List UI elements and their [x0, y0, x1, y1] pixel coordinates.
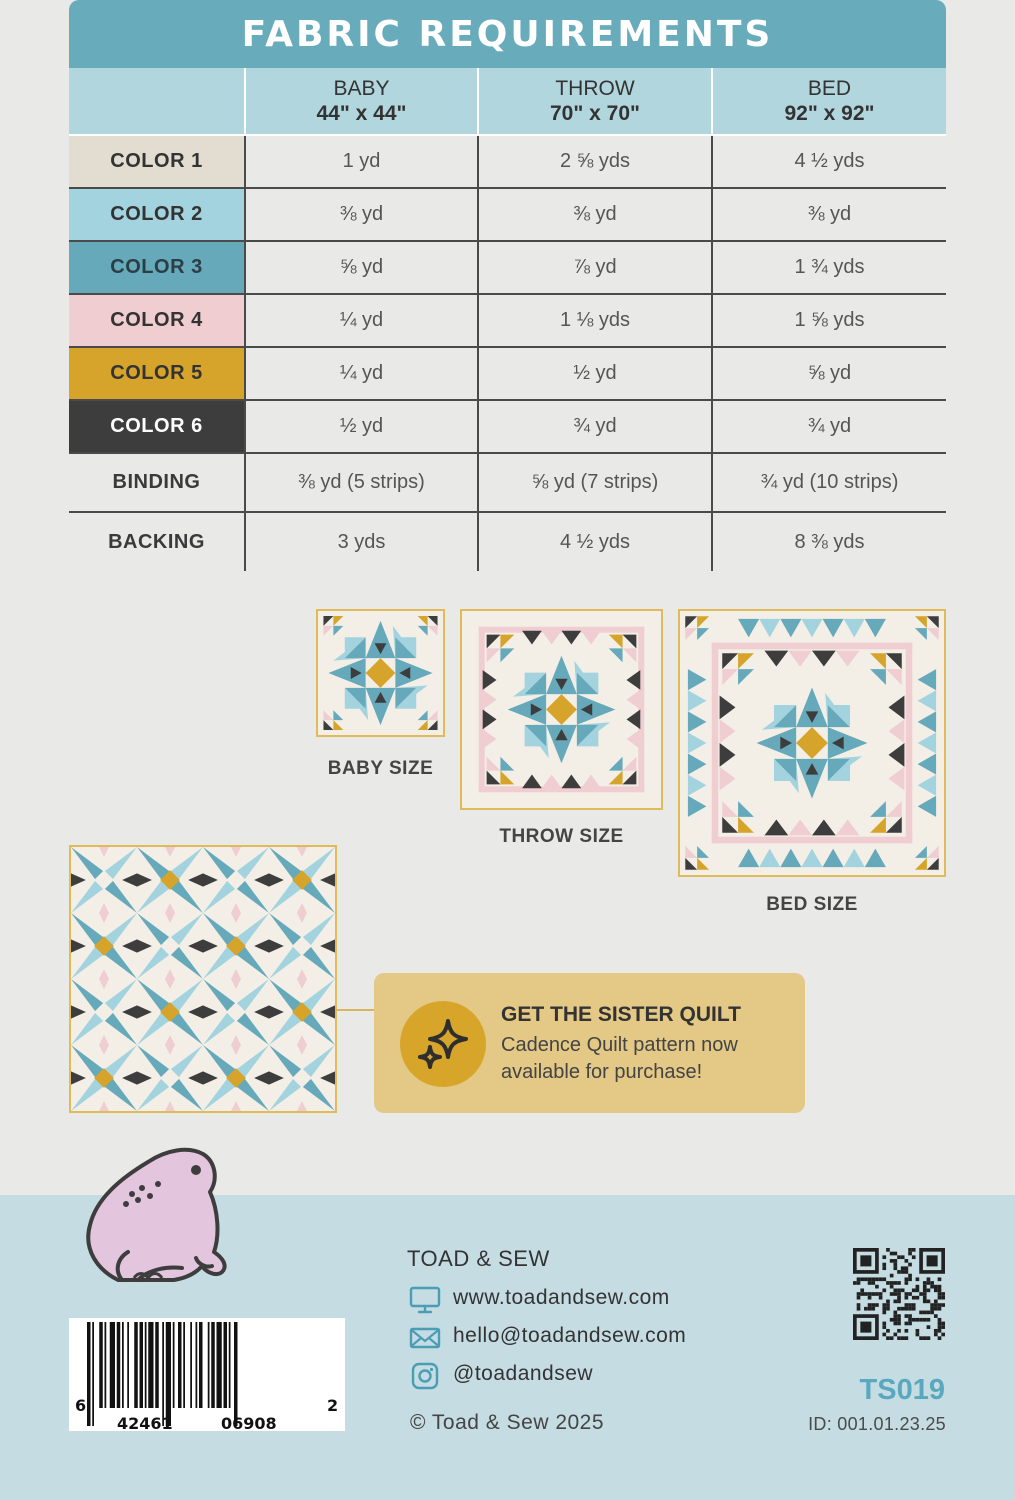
connector-line [337, 1009, 374, 1011]
email-text: hello@toadandsew.com [453, 1324, 687, 1347]
sister-quilt-callout[interactable] [374, 973, 805, 1113]
throw-quilt-image [460, 609, 663, 810]
fabric-cell: 2 ⅝ yds [478, 135, 712, 188]
header-throw [478, 68, 712, 135]
instagram-text: @toadandsew [453, 1362, 594, 1385]
fabric-cell: ½ yd [245, 400, 478, 453]
fabric-cell: ½ yd [478, 347, 712, 400]
header-empty [69, 68, 245, 135]
header-baby [245, 68, 478, 135]
fabric-cell: ¾ yd (10 strips) [712, 453, 946, 512]
pattern-id: ID: 001.01.23.25 [808, 1414, 946, 1434]
fabric-requirements-table [69, 0, 946, 571]
row-label: COLOR 5 [69, 347, 245, 400]
fabric-cell: ⅜ yd (5 strips) [245, 453, 478, 512]
mail-icon [409, 1322, 441, 1354]
fabric-row [69, 294, 946, 347]
baby-size-caption: BABY SIZE [327, 758, 434, 779]
barcode-trail-digit: 2 [327, 1396, 339, 1415]
table-title: FABRIC REQUIREMENTS [69, 0, 946, 68]
sister-quilt-image [69, 845, 337, 1113]
fabric-cell: ⅜ yd [245, 188, 478, 241]
header-dims: 92" x 92" [784, 102, 875, 125]
fabric-cell: ¼ yd [245, 347, 478, 400]
fabric-cell: ⅞ yd [478, 241, 712, 294]
instagram-icon [409, 1360, 441, 1392]
header-size: BABY [333, 77, 390, 100]
instagram-link[interactable] [409, 1360, 739, 1392]
pattern-code: TS019 [859, 1374, 945, 1406]
header-size: BED [807, 77, 852, 100]
row-label: COLOR 1 [69, 135, 245, 188]
fabric-row [69, 188, 946, 241]
fabric-cell: 1 yd [245, 135, 478, 188]
barcode-left-digits: 42461 [117, 1414, 173, 1433]
website-text: www.toadandsew.com [453, 1286, 670, 1309]
fabric-cell: ⅜ yd [478, 188, 712, 241]
barcode-right-digits: 06908 [221, 1414, 277, 1433]
header-dims: 44" x 44" [316, 102, 407, 125]
copyright: © Toad & Sew 2025 [410, 1411, 605, 1434]
fabric-cell: ⅝ yd [245, 241, 478, 294]
fabric-row [69, 400, 946, 453]
fabric-row [69, 512, 946, 571]
row-label: COLOR 3 [69, 241, 245, 294]
fabric-cell: 1 ⅝ yds [712, 294, 946, 347]
fabric-row [69, 453, 946, 512]
header-row [69, 68, 946, 135]
fabric-cell: ¼ yd [245, 294, 478, 347]
baby-quilt-image [316, 609, 445, 737]
sister-text [501, 1032, 791, 1086]
fabric-row [69, 347, 946, 400]
fabric-cell: ⅝ yd [712, 347, 946, 400]
header-dims: 70" x 70" [550, 102, 640, 125]
email-link[interactable] [409, 1322, 739, 1354]
fabric-cell: 1 ⅛ yds [478, 294, 712, 347]
monitor-icon [409, 1284, 441, 1316]
brand-name: TOAD & SEW [407, 1246, 550, 1271]
bed-size-caption: BED SIZE [766, 894, 858, 915]
fabric-row [69, 241, 946, 294]
barcode-lead-digit: 6 [75, 1396, 87, 1415]
row-label: COLOR 2 [69, 188, 245, 241]
row-label: BACKING [69, 512, 245, 571]
fabric-table [69, 68, 946, 571]
fabric-cell: 1 ¾ yds [712, 241, 946, 294]
row-label: COLOR 6 [69, 400, 245, 453]
fabric-cell: 3 yds [245, 512, 478, 571]
fabric-cell: 4 ½ yds [712, 135, 946, 188]
row-label: COLOR 4 [69, 294, 245, 347]
sparkle-icon [400, 1001, 486, 1087]
fabric-cell: ¾ yd [712, 400, 946, 453]
website-link[interactable] [409, 1284, 739, 1316]
header-bed [712, 68, 946, 135]
row-label: BINDING [69, 453, 245, 512]
header-size: THROW [555, 77, 635, 100]
fabric-cell: ⅝ yd (7 strips) [478, 453, 712, 512]
fabric-cell: ¾ yd [478, 400, 712, 453]
bed-quilt-image [678, 609, 946, 877]
fabric-cell: ⅜ yd [712, 188, 946, 241]
throw-size-caption: THROW SIZE [499, 826, 624, 847]
toad-logo [78, 1140, 238, 1290]
qr-code[interactable] [853, 1248, 945, 1340]
fabric-cell: 8 ⅜ yds [712, 512, 946, 571]
sister-line-2: available for purchase! [501, 1061, 703, 1083]
sister-heading: GET THE SISTER QUILT [501, 1003, 741, 1026]
sister-line-1: Cadence Quilt pattern now [501, 1034, 738, 1056]
barcode [69, 1318, 345, 1431]
fabric-row [69, 135, 946, 188]
fabric-cell: 4 ½ yds [478, 512, 712, 571]
